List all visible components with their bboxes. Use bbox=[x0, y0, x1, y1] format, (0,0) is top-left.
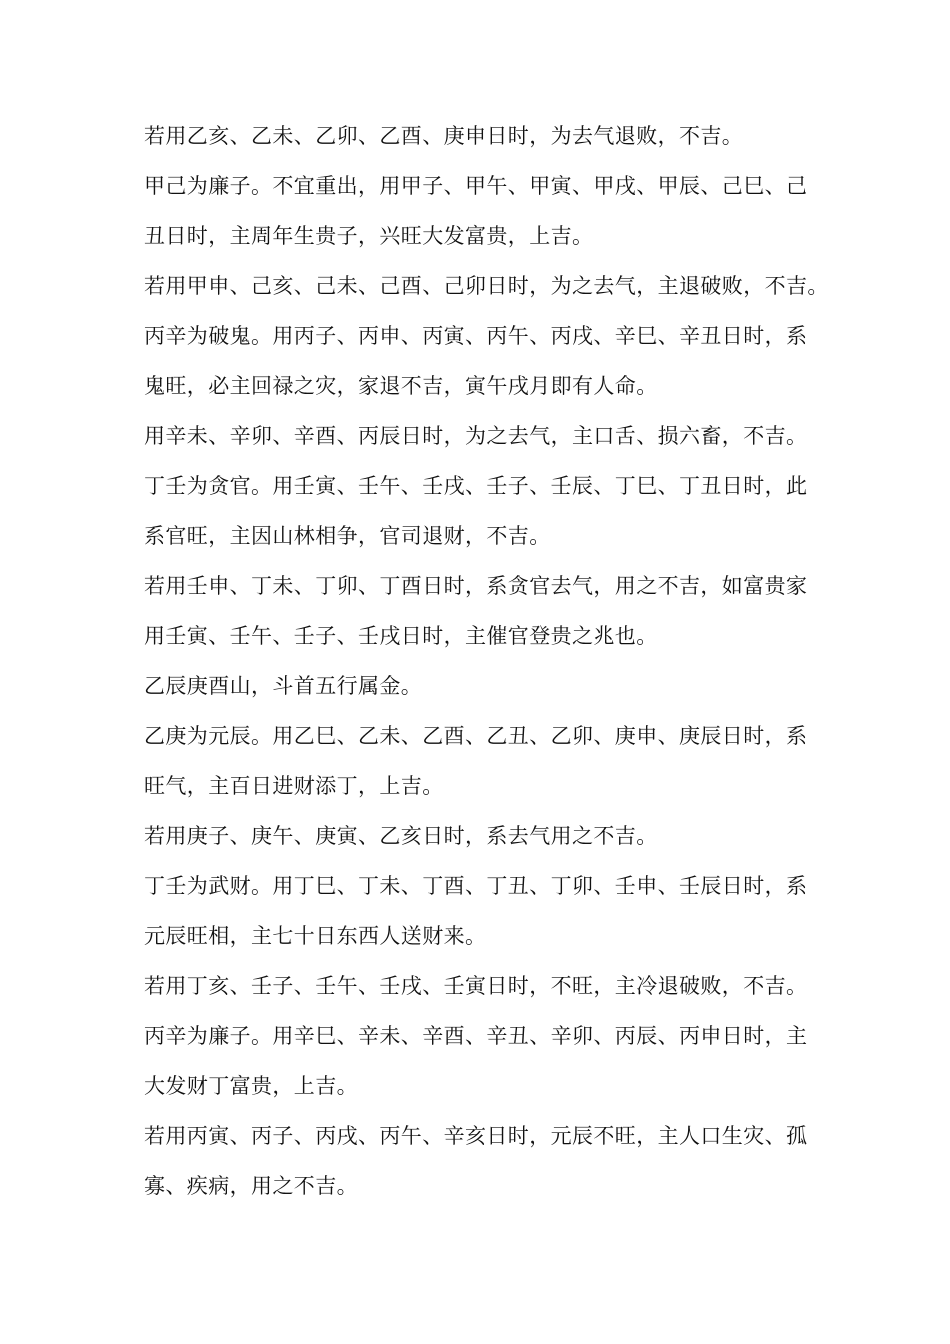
text-line: 甲己为廉子。不宜重出，用甲子、甲午、甲寅、甲戌、甲辰、己巳、己 bbox=[144, 174, 808, 198]
text-line: 若用甲申、己亥、己未、己酉、己卯日时，为之去气，主退破败，不吉。 bbox=[144, 274, 829, 298]
text-line: 用壬寅、壬午、壬子、壬戌日时，主催官登贵之兆也。 bbox=[144, 624, 658, 648]
text-line: 大发财丁富贵，上吉。 bbox=[144, 1074, 358, 1098]
text-line: 丙辛为廉子。用辛巳、辛未、辛酉、辛丑、辛卯、丙辰、丙申日时，主 bbox=[144, 1024, 808, 1048]
text-line: 若用庚子、庚午、庚寅、乙亥日时，系去气用之不吉。 bbox=[144, 824, 658, 848]
text-line: 旺气，主百日进财添丁，上吉。 bbox=[144, 774, 444, 798]
text-line: 乙辰庚酉山，斗首五行属金。 bbox=[144, 674, 423, 698]
text-line: 若用丁亥、壬子、壬午、壬戌、壬寅日时，不旺，主冷退破败，不吉。 bbox=[144, 974, 808, 998]
text-line: 乙庚为元辰。用乙巳、乙未、乙酉、乙丑、乙卯、庚申、庚辰日时，系 bbox=[144, 724, 808, 748]
text-line: 若用壬申、丁未、丁卯、丁酉日时，系贪官去气，用之不吉，如富贵家 bbox=[144, 574, 808, 598]
text-line: 若用乙亥、乙未、乙卯、乙酉、庚申日时，为去气退败，不吉。 bbox=[144, 124, 744, 148]
text-line: 元辰旺相，主七十日东西人送财来。 bbox=[144, 924, 487, 948]
text-line: 鬼旺，必主回禄之灾，家退不吉，寅午戌月即有人命。 bbox=[144, 374, 658, 398]
text-line: 寡、疾病，用之不吉。 bbox=[144, 1174, 358, 1198]
text-line: 用辛未、辛卯、辛酉、丙辰日时，为之去气，主口舌、损六畜，不吉。 bbox=[144, 424, 808, 448]
text-line: 丙辛为破鬼。用丙子、丙申、丙寅、丙午、丙戌、辛巳、辛丑日时，系 bbox=[144, 324, 808, 348]
text-line: 丑日时，主周年生贵子，兴旺大发富贵，上吉。 bbox=[144, 224, 594, 248]
text-line: 丁壬为武财。用丁巳、丁未、丁酉、丁丑、丁卯、壬申、壬辰日时，系 bbox=[144, 874, 808, 898]
text-line: 若用丙寅、丙子、丙戌、丙午、辛亥日时，元辰不旺，主人口生灾、孤 bbox=[144, 1124, 808, 1148]
text-line: 系官旺，主因山林相争，官司退财，不吉。 bbox=[144, 524, 551, 548]
text-line: 丁壬为贪官。用壬寅、壬午、壬戌、壬子、壬辰、丁巳、丁丑日时，此 bbox=[144, 474, 808, 498]
